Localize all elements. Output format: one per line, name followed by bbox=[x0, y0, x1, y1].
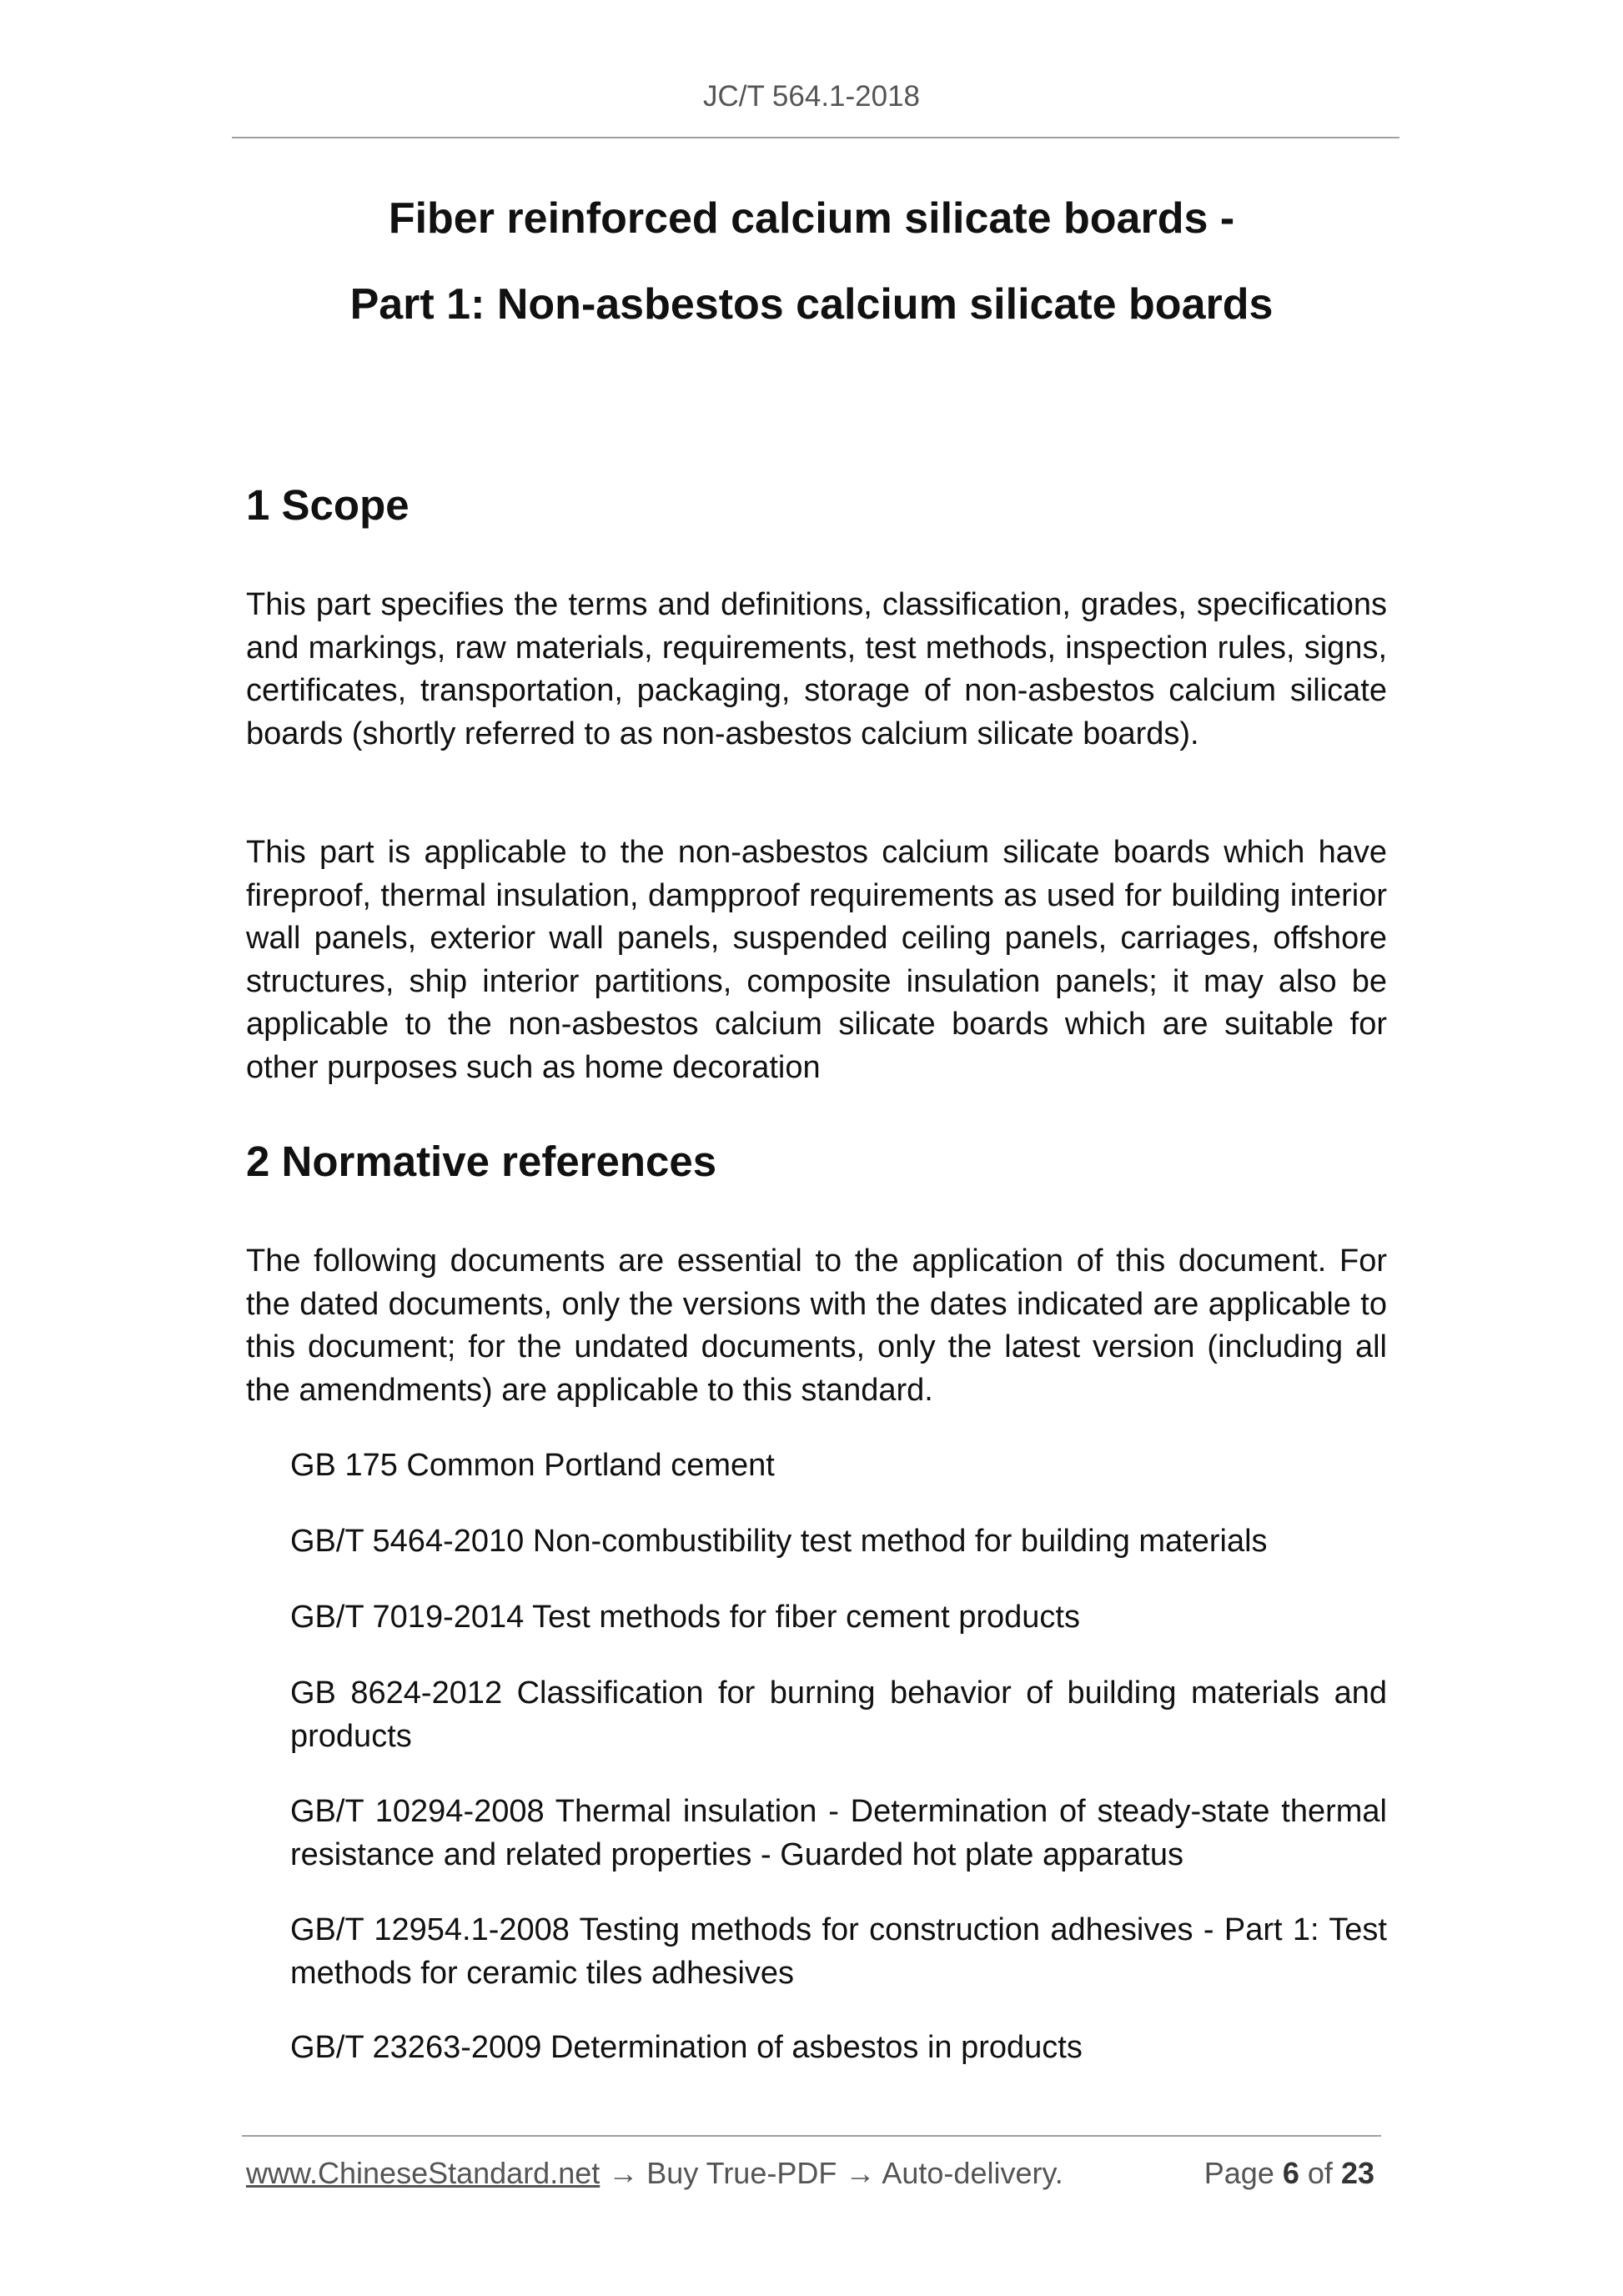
arrow-right-icon: → bbox=[845, 2156, 876, 2190]
scope-paragraph-1: This part specifies the terms and definitions, classification, grades, specifications and markings, raw materials, requirements, test methods, inspection rules, signs, certificates, transportation, packaging, storage of non-asbestos calcium silicate boards (shortly referred to as non-asbestos calcium silicate boards). bbox=[246, 587, 1387, 751]
page-total: 23 bbox=[1340, 2156, 1374, 2190]
document-title-line-1: Fiber reinforced calcium silicate boards - bbox=[388, 194, 1235, 243]
page-of-label: of bbox=[1307, 2156, 1333, 2190]
document-title-line-2: Part 1: Non-asbestos calcium silicate boards bbox=[349, 280, 1274, 329]
header-standard-code: JC/T 564.1-2018 bbox=[702, 80, 921, 113]
page-indicator bbox=[1204, 2156, 1374, 2191]
reference-item: GB/T 12954.1-2008 Testing methods for construction adhesives - Part 1: Test methods for ceramic tiles adhesives bbox=[290, 1912, 1387, 1991]
page-current: 6 bbox=[1282, 2156, 1299, 2190]
reference-item: GB 8624-2012 Classification for burning behavior of building materials and products bbox=[290, 1676, 1387, 1754]
footer-divider bbox=[242, 2135, 1381, 2137]
buy-true-pdf-text: Buy True-PDF bbox=[646, 2156, 837, 2190]
reference-item: GB/T 23263-2009 Determination of asbestos in products bbox=[290, 2030, 1083, 2065]
section-heading-scope: 1 Scope bbox=[246, 481, 410, 529]
section-heading-normative-references: 2 Normative references bbox=[246, 1138, 717, 1185]
website-link[interactable]: www.ChineseStandard.net bbox=[246, 2156, 600, 2190]
reference-item: GB 175 Common Portland cement bbox=[290, 1448, 775, 1483]
normative-references-intro: The following documents are essential to the application of this document. For the dated documents, only the versions with the dates indicated are applicable to this document; for the undated documents, only the latest version (including all the amendments) are applicable to this standard. bbox=[246, 1243, 1387, 1408]
reference-item: GB/T 7019-2014 Test methods for fiber cement products bbox=[290, 1600, 1080, 1635]
auto-delivery-text: Auto-delivery. bbox=[882, 2156, 1063, 2190]
reference-item: GB/T 5464-2010 Non-combustibility test method for building materials bbox=[290, 1524, 1268, 1559]
reference-item: GB/T 10294-2008 Thermal insulation - Determination of steady-state thermal resistance and related properties - Guarded hot plate apparatus bbox=[290, 1794, 1387, 1872]
page-footer bbox=[246, 2156, 1374, 2191]
arrow-right-icon: → bbox=[608, 2156, 639, 2190]
header-divider bbox=[232, 137, 1399, 138]
page-label: Page bbox=[1203, 2156, 1274, 2190]
scope-paragraph-2: This part is applicable to the non-asbestos calcium silicate boards which have fireproof, thermal insulation, dampproof requirements as used for building interior wall panels, exterior wall panels, suspended ceiling panels, carriages, offshore structures, ship interior partitions, composite insulation panels; it may also be applicable to the non-asbestos calcium silicate boards which are suitable for other purposes such as home decoration bbox=[246, 835, 1387, 1085]
